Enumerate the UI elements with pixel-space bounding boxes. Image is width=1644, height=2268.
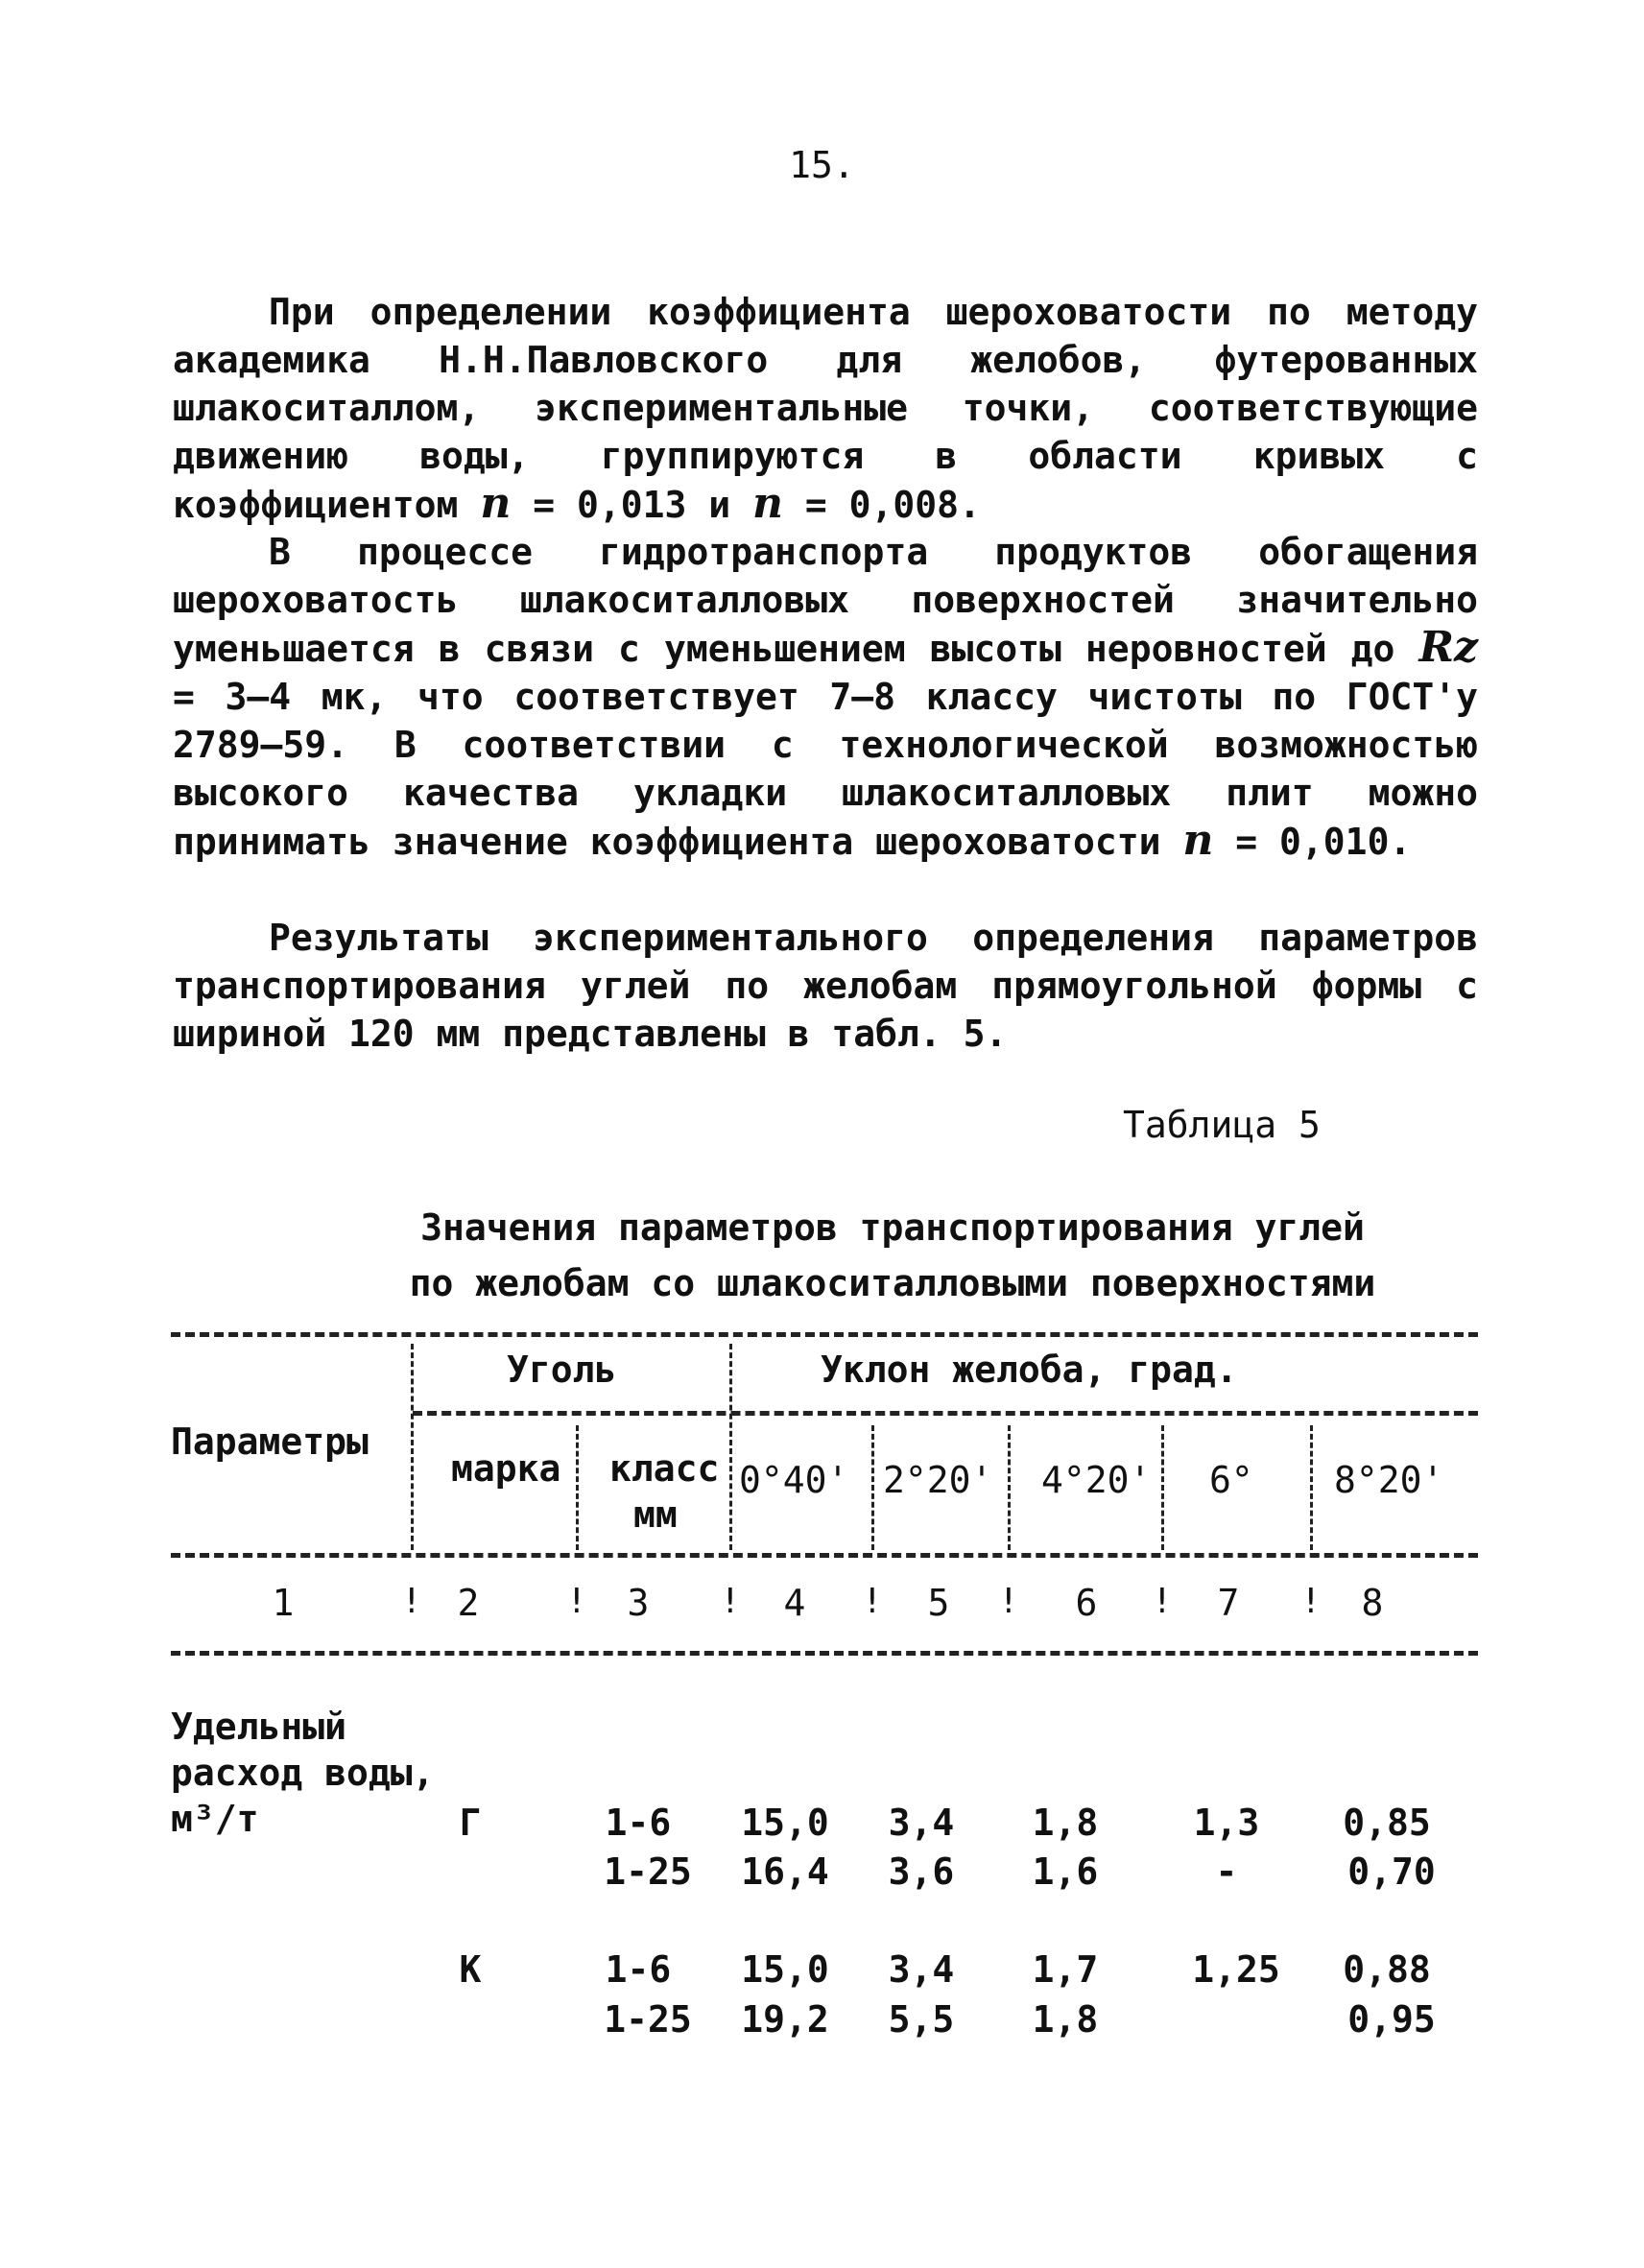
cell-value: 1,3 (1193, 1802, 1260, 1844)
table-caption (288, 1200, 1497, 1311)
column-separator (1161, 1425, 1164, 1550)
header-slope-5: 8°20' (1334, 1459, 1444, 1501)
n-value-1: = 0,013 и (533, 484, 731, 526)
n-value-3: = 0,010. (1235, 821, 1412, 863)
column-number: 4 (783, 1582, 806, 1624)
cell-size: 1-6 (605, 1802, 672, 1844)
column-separator-mark: ! (1152, 1582, 1173, 1621)
paragraph-1-text: При определении коэффициента шероховатости по методу академика Н.Н.Павловского для желобов, футерованных шлакоситаллом, экспериментальные точки, соответствующие движению воды, группируются в области кривых с коэффициентом (173, 291, 1478, 526)
cell-size: 1-25 (604, 1998, 692, 2041)
paragraph-results (173, 914, 1478, 1058)
cell-value: 3,4 (888, 1948, 955, 1991)
column-separator-mark: ! (998, 1582, 1019, 1621)
cell-value: - (1215, 1850, 1238, 1893)
column-separator-mark: ! (862, 1582, 883, 1621)
header-size-unit: мм (633, 1493, 678, 1536)
row-label-line: Удельный (171, 1706, 347, 1748)
column-separator-mark: ! (566, 1582, 587, 1621)
cell-value: 1,8 (1032, 1802, 1099, 1844)
cell-value: 19,2 (741, 1998, 829, 2041)
header-slope-4: 6° (1209, 1459, 1253, 1501)
cell-value: 1,6 (1032, 1850, 1099, 1893)
header-slope-1: 0°40' (739, 1459, 849, 1501)
n-symbol: n (1182, 816, 1214, 865)
cell-value: 0,95 (1347, 1998, 1436, 2041)
n-symbol: n (752, 479, 783, 528)
cell-value: 16,4 (741, 1850, 829, 1893)
cell-value: 0,88 (1343, 1948, 1431, 1991)
rz-symbol: Rz (1418, 623, 1478, 672)
column-separator (1310, 1425, 1313, 1550)
header-coal: Уголь (507, 1349, 617, 1391)
column-separator-mark: ! (401, 1582, 422, 1621)
row-label (171, 1704, 435, 1842)
header-grade: марка (451, 1447, 561, 1490)
table-rule-numbers-bottom (171, 1651, 1478, 1656)
column-separator-mark: ! (720, 1582, 741, 1621)
column-number: 2 (457, 1582, 480, 1624)
header-size-class: класс (609, 1447, 720, 1490)
paragraph-2-text-b: = 3–4 мк, что соответствует 7–8 классу чистоты по ГОСТ'у 2789–59. В соответствии с технологической возможностью высокого качества укладки шлакоситалловых плит можно принимать значение коэффициента шероховатости (173, 676, 1478, 863)
table-rule-header-bottom (171, 1553, 1478, 1558)
row-label-line: расход воды, (171, 1752, 435, 1794)
column-number: 6 (1075, 1582, 1098, 1624)
cell-value: 15,0 (741, 1802, 829, 1844)
cell-value: 1,7 (1032, 1948, 1099, 1991)
header-slope-2: 2°20' (883, 1459, 993, 1501)
paragraph-2-text-a: В процессе гидротранспорта продуктов обогащения шероховатость шлакоситалловых поверхностей значительно уменьшается в связи с уменьшением высоты неровностей до (173, 531, 1478, 670)
table-rule-group (413, 1411, 1478, 1416)
cell-size: 1-6 (605, 1948, 672, 1991)
cell-value: 5,5 (888, 1998, 955, 2041)
column-separator (411, 1344, 414, 1550)
column-separator (729, 1344, 732, 1550)
cell-value: 1,25 (1192, 1948, 1280, 1991)
column-number: 7 (1217, 1582, 1240, 1624)
table-rule-top (171, 1332, 1478, 1337)
column-separator (576, 1425, 579, 1550)
column-number: 8 (1361, 1582, 1384, 1624)
n-value-2: = 0,008. (804, 484, 981, 526)
caption-line: по желобам со шлакоситалловыми поверхностями (409, 1262, 1376, 1304)
cell-grade: Г (459, 1802, 482, 1844)
column-number: 3 (627, 1582, 650, 1624)
column-separator (1008, 1425, 1011, 1550)
cell-value: 15,0 (741, 1948, 829, 1991)
header-slope: Уклон желоба, град. (821, 1349, 1238, 1391)
column-separator (871, 1425, 874, 1550)
cell-value: 0,70 (1347, 1850, 1436, 1893)
header-slope-3: 4°20' (1041, 1459, 1152, 1501)
cell-grade: К (459, 1948, 482, 1991)
page-number: 15. (789, 144, 855, 186)
row-label-line: м³/т (171, 1798, 259, 1840)
paragraph-3-text: Результаты экспериментального определения параметров транспортирования углей по желобам прямоугольной формы с шириной 120 мм представлены в табл. 5. (173, 917, 1478, 1055)
table-label: Таблица 5 (1123, 1104, 1321, 1146)
cell-value: 3,4 (888, 1802, 955, 1844)
column-number: 5 (927, 1582, 950, 1624)
header-parameters: Параметры (171, 1420, 369, 1463)
column-number: 1 (272, 1582, 295, 1624)
paragraph-hydrotransport (173, 528, 1478, 866)
cell-value: 0,85 (1343, 1802, 1431, 1844)
cell-value: 1,8 (1032, 1998, 1099, 2041)
column-separator-mark: ! (1300, 1582, 1322, 1621)
cell-value: 3,6 (888, 1850, 955, 1893)
caption-line: Значения параметров транспортирования углей (420, 1206, 1365, 1249)
cell-size: 1-25 (604, 1850, 692, 1893)
paragraph-roughness-method (173, 288, 1478, 529)
n-symbol: n (480, 479, 512, 528)
